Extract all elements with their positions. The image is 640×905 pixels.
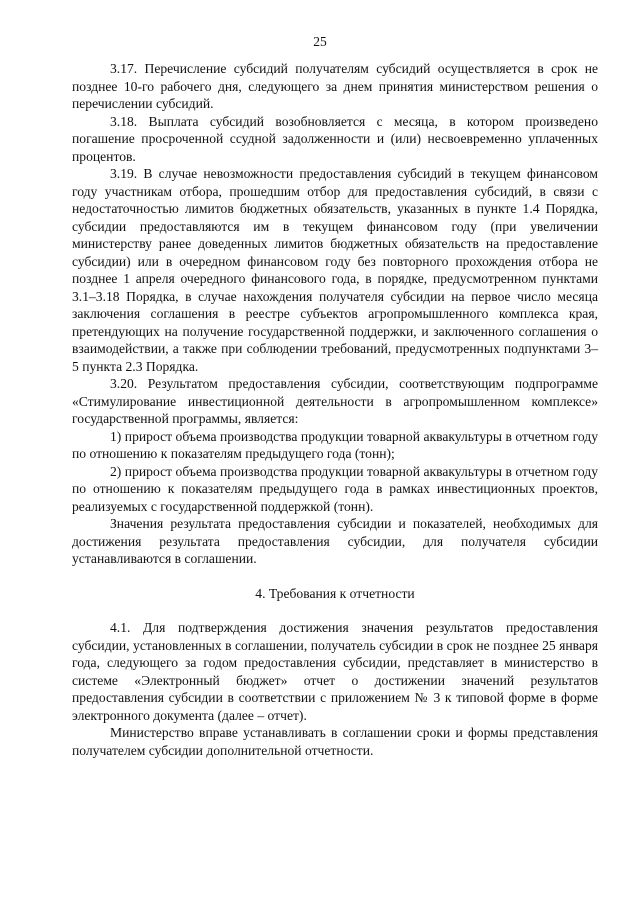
spacer <box>72 568 598 585</box>
paragraph-4-2: Министерство вправе устанавливать в соглашении сроки и формы представления получателем субсидии дополнительной отчетности. <box>72 725 598 758</box>
paragraph-3-20: 3.20. Результатом предоставления субсидии, соответствующим подпрограмме «Стимулирование инвестиционной деятельности в агропромышленном комплексе» государственной программы, является: <box>72 376 598 426</box>
page-number: 25 <box>313 34 327 49</box>
paragraph-3-20-item-2: 2) прирост объема производства продукции товарной аквакультуры в отчетном году по отношению к показателям предыдущего года в рамках инвестиционных проектов, реализуемых с государственной поддержкой (тонн). <box>72 463 598 514</box>
section-title: 4. Требования к отчетности <box>255 585 415 601</box>
paragraph-3-17: 3.17. Перечисление субсидий получателям субсидий осуществляется в срок не позднее 10-го рабочего дня, следующего за днем принятия министерством решения о перечислении субсидий. <box>72 61 598 111</box>
paragraph-3-20-item-1: 1) прирост объема производства продукции товарной аквакультуры в отчетном году по отношению к показателям предыдущего года (тонн); <box>72 428 598 461</box>
spacer <box>72 602 598 619</box>
paragraph-4-1: 4.1. Для подтверждения достижения значения результатов предоставления субсидии, установленных в соглашении, получатель субсидии в срок не позднее 25 января года, следующего за годом предоставления субсидии, представляет в министерство в системе «Электронный бюджет» отчет о достижении значений результатов предоставления субсидии в соответствии с приложением № 3 к типовой форме в форме электронного документа (далее – отчет). <box>72 620 598 723</box>
paragraph-3-20-values: Значения результата предоставления субсидии и показателей, необходимых для достижения результата предоставления субсидии, для получателя субсидии устанавливаются в соглашении. <box>72 516 598 566</box>
document-body <box>72 60 598 759</box>
paragraph-3-19: 3.19. В случае невозможности предоставления субсидий в текущем финансовом году участникам отбора, прошедшим отбор для предоставления субсидий, в связи с недостаточностью лимитов бюджетных обязательств, указанных в пункте 1.4 Порядка, субсидии предоставляются им в текущем финансовом году (при увеличении министерству ранее доведенных лимитов бюджетных обязательств на предоставление субсидии) или в очередном финансовом году без повторного прохождения отбора не позднее 1 апреля очередного финансового года, в порядке, предусмотренном пунктами 3.1–3.18 Порядка, в случае нахождения получателя субсидии на первое число месяца заключения соглашения в реестре субъектов агропромышленного комплекса края, претендующих на получение государственной поддержки, и заключенного соглашения о взаимодействии, а также при соблюдении требований, предусмотренных подпунктами 3–5 пункта 2.3 Порядка. <box>72 166 598 374</box>
paragraph-3-18: 3.18. Выплата субсидий возобновляется с месяца, в котором произведено погашение просроченной ссудной задолженности и (или) несвоевременно уплаченных процентов. <box>72 113 598 164</box>
